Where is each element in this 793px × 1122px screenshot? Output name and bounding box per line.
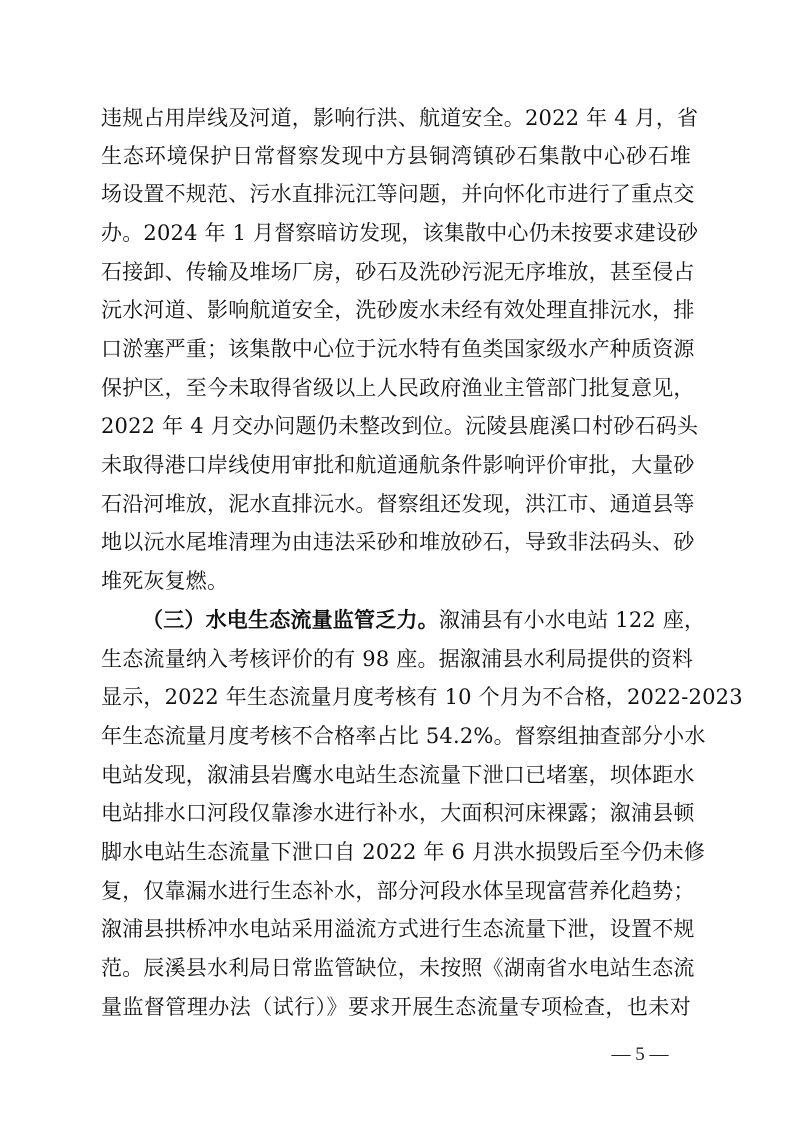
paragraph-line: 年生态流量月度考核不合格率占比 54.2%。督察组抽查部分小水 (101, 724, 706, 748)
paragraph-line: 复，仅靠漏水进行生态补水，部分河段水体呈现富营养化趋势； (101, 879, 695, 903)
section-heading-rest: 溆浦县有小水电站 122 座， (438, 608, 706, 632)
paragraph-line: 量监督管理办法（试行）》要求开展生态流量专项检查，也未对 (101, 995, 691, 1019)
paragraph-line: 石接卸、传输及堆场厂房，砂石及洗砂污泥无序堆放，甚至侵占 (101, 260, 695, 284)
paragraph-line: 显示，2022 年生态流量月度考核有 10 个月为不合格，2022-2023 (101, 685, 743, 709)
paragraph-line: 溆浦县拱桥冲水电站采用溢流方式进行生态流量下泄，设置不规 (101, 917, 695, 941)
section-heading-line (142, 606, 706, 634)
paragraph-line: 违规占用岸线及河道，影响行洪、航道安全。2022 年 4 月，省 (101, 106, 699, 130)
paragraph-line: 口淤塞严重；该集散中心位于沅水特有鱼类国家级水产种质资源 (101, 337, 695, 361)
paragraph-line: 未取得港口岸线使用审批和航道通航条件影响评价审批，大量砂 (101, 453, 695, 477)
page-number: — 5 — (611, 1044, 669, 1065)
paragraph-line: 堆死灰复燃。 (101, 569, 229, 593)
paragraph-line: 保护区，至今未取得省级以上人民政府渔业主管部门批复意见， (101, 376, 695, 400)
paragraph-line: 场设置不规范、污水直排沅江等问题，并向怀化市进行了重点交 (101, 182, 695, 206)
section-heading: （三）水电生态流量监管乏力。 (142, 608, 439, 632)
paragraph-line: 石沿河堆放，泥水直排沅水。督察组还发现，洪江市、通道县等 (101, 492, 695, 516)
paragraph-line: 地以沅水尾堆清理为由违法采砂和堆放砂石，导致非法码头、砂 (101, 530, 695, 554)
paragraph-line: 沅水河道、影响航道安全，洗砂废水未经有效处理直排沅水，排 (101, 298, 695, 322)
paragraph-line: 电站发现，溆浦县岩鹰水电站生态流量下泄口已堵塞，坝体距水 (101, 763, 695, 787)
paragraph-line: 2022 年 4 月交办问题仍未整改到位。沅陵县鹿溪口村砂石码头 (101, 414, 699, 438)
paragraph-line: 电站排水口河段仅靠渗水进行补水，大面积河床裸露；溆浦县顿 (101, 801, 695, 825)
paragraph-line: 生态流量纳入考核评价的有 98 座。据溆浦县水利局提供的资料 (101, 647, 694, 671)
paragraph-line: 脚水电站生态流量下泄口自 2022 年 6 月洪水损毁后至今仍未修 (101, 840, 706, 864)
paragraph-line: 范。辰溪县水利局日常监管缺位，未按照《湖南省水电站生态流 (101, 956, 695, 980)
paragraph-line: 办。2024 年 1 月督察暗访发现，该集散中心仍未按要求建设砂 (101, 221, 699, 245)
paragraph-line: 生态环境保护日常督察发现中方县铜湾镇砂石集散中心砂石堆 (101, 144, 691, 168)
